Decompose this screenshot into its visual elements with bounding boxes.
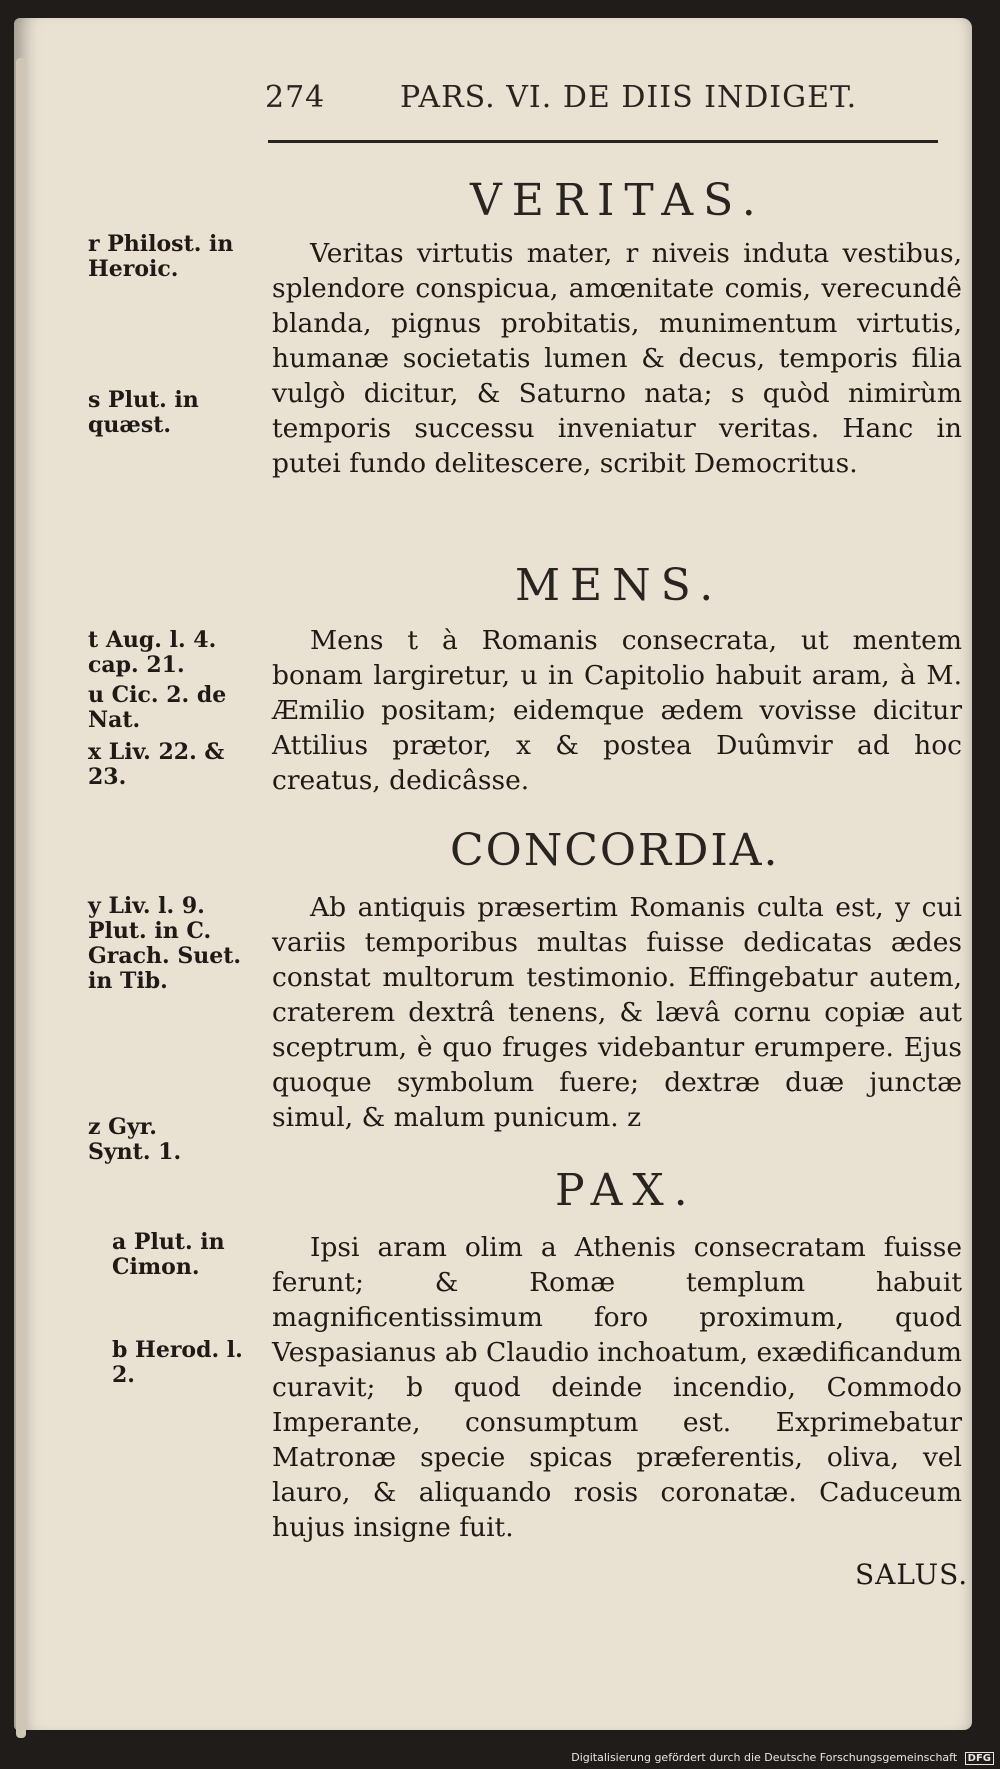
paragraph: Ab antiquis præsertim Romanis culta est, y cui variis temporibus multas fuisse dedicatas ædes constat multorum testimonio. Effingebatur autem, craterem dextrâ tenens, & lævâ cornu copiæ aut sceptrum, è quo fruges videbantur erumpere. Ejus quoque symbolum fuere; dextræ duæ junctæ simul, & malum punicum. z xyxy=(272,892,962,1133)
margin-note: b Herod. l. 2. xyxy=(112,1337,243,1388)
section-heading-veritas: VERITAS. xyxy=(470,175,766,226)
paragraph: Mens t à Romanis consecrata, ut mentem bonam largiretur, u in Capitolio habuit aram, à M. Æmilio positam; eidemque ædem vovisse dicitur Attilius prætor, x & postea Duûmvir ad hoc creatus, dedicâsse. xyxy=(272,625,962,796)
section-text-mens xyxy=(272,623,962,803)
credit-text: Digitalisierung gefördert durch die Deutsche Forschungsgemeinschaft xyxy=(571,1751,958,1764)
margin-note: z Gyr. Synt. 1. xyxy=(88,1114,182,1165)
paragraph: Veritas virtutis mater, r niveis induta vestibus, splendore conspicua, amœnitate comis, verecundê blanda, pignus probitatis, munimentum virtutis, humanæ societatis lumen & decus, temporis filia vulgò dicitur, & Saturno nata; s quòd nimirùm temporis successu inveniatur veritas. Hanc in putei fundo delitescere, scribit Democritus. xyxy=(272,238,962,479)
margin-note: t Aug. l. 4. cap. 21. xyxy=(88,627,217,678)
paragraph: Ipsi aram olim a Athenis consecratam fuisse ferunt; & Romæ templum habuit magnificentissimum foro proximum, quod Vespasianus ab Claudio inchoatum, exædificandum curavit; b quod deinde incendio, Commodo Imperante, consumptum est. Exprimebatur Matronæ specie spicas præferentis, oliva, vel lauro, & aliquando rosis coronatæ. Caduceum hujus insigne fuit. xyxy=(272,1232,962,1543)
dfg-logo: DFG xyxy=(965,1752,994,1765)
margin-note: r Philost. in Heroic. xyxy=(88,231,234,282)
margin-note: x Liv. 22. & 23. xyxy=(88,739,225,790)
page-edge xyxy=(16,58,26,1738)
page-number: 274 xyxy=(265,80,326,115)
running-head xyxy=(265,80,865,130)
section-text-concordia xyxy=(272,890,962,1140)
header-rule xyxy=(268,140,938,143)
margin-note: y Liv. l. 9. Plut. in C. Grach. Suet. in Tib. xyxy=(88,893,242,994)
section-text-pax xyxy=(272,1230,962,1560)
running-title: PARS. VI. DE DIIS INDIGET. xyxy=(400,80,858,115)
section-heading-concordia: CONCORDIA. xyxy=(450,825,780,876)
section-text-veritas xyxy=(272,236,962,526)
catchword: SALUS. xyxy=(855,1558,969,1591)
digitization-credit xyxy=(571,1751,994,1765)
section-heading-pax: PAX. xyxy=(555,1165,698,1216)
section-heading-mens: MENS. xyxy=(515,560,724,611)
margin-note: u Cic. 2. de Nat. xyxy=(88,682,227,733)
margin-note: a Plut. in Cimon. xyxy=(112,1229,225,1280)
margin-note: s Plut. in quæst. xyxy=(88,387,199,438)
